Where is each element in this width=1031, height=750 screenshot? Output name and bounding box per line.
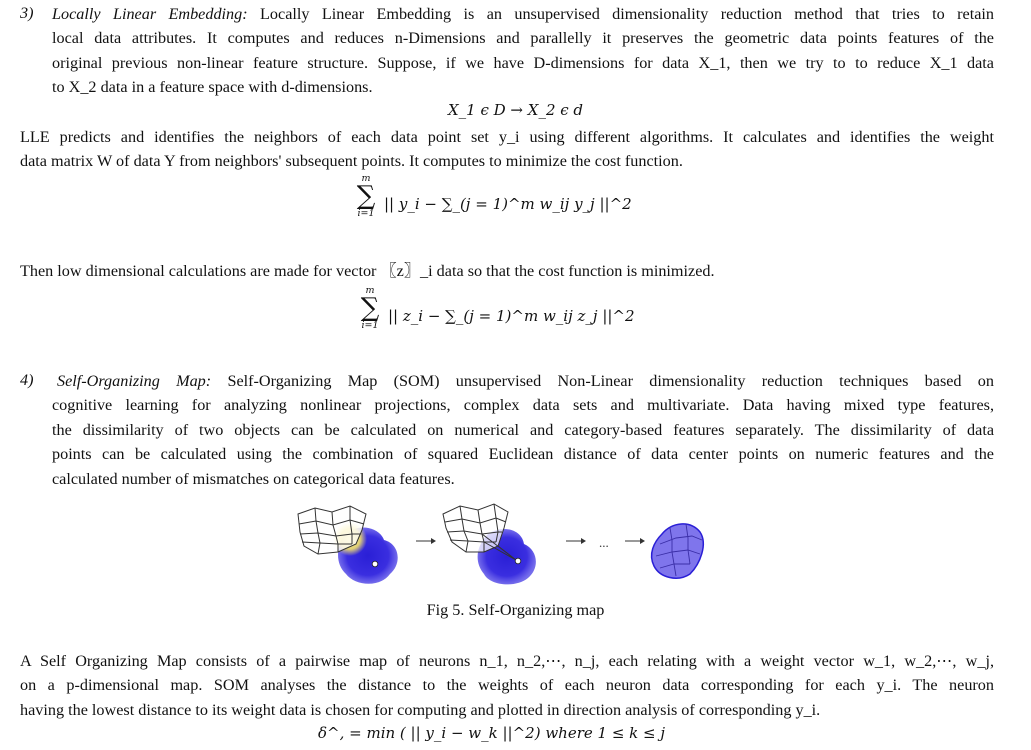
section-4-line-3: the dissimilarity of two objects can be calculated on numerical and category-based features separately. The dissimilarity of data [52,420,994,439]
then-line: Then low dimensional calculations are made for vector 〖z〗_i data so that the cost function is minimized. [20,262,715,280]
section-4-line-2: cognitive learning for analyzing nonlinear projections, complex data sets and multivariate. Data having mixed type features, [52,396,994,415]
equation-dimension-map: X_1 ϵ D → X_2 ϵ d [447,101,584,119]
som-line-1: A Self Organizing Map consists of a pairwise map of neurons n_1, n_2,⋯, n_j, each relating with a weight vector w_1, w_2,⋯, w_j, [20,652,994,670]
summation-symbol: ∑ [356,181,376,211]
section-3-line-4: to X_2 data in a feature space with d-dimensions. [52,78,373,97]
section-3-number: 3) [20,4,34,22]
section-3-line-2: local data attributes. It computes and reduces n-Dimensions and parallelly it preserves the geometric data points features of the [52,29,994,48]
summation-lower-limit: i=1 [357,208,375,219]
arrow-1 [416,538,436,544]
section-4-line-1-text: Self-Organizing Map (SOM) unsupervised Non-Linear dimensionality reduction techniques based on [227,372,994,390]
som-line-3: having the lowest distance to its weight data is chosen for computing and plotted in direction analysis of corresponding y_i. [20,700,821,719]
equation-min-distance: δ^, = min ( || y_i − w_k ||^2) where 1 ≤ k ≤ j [318,724,666,742]
figure-caption: Fig 5. Self-Organizing map [426,601,605,619]
summation-eq2 [352,173,380,219]
equation-lle-cost: || y_i − ∑_(j = 1)^m w_ij y_j ||^2 [384,195,632,213]
som-line-2: on a p-dimensional map. SOM analyses the distance to the weights of each neuron data corresponding for each y_i. The neuron [20,676,994,695]
section-4-line-5: calculated number of mismatches on categorical data features. [52,469,455,488]
input-sample-point [372,561,378,567]
som-figure [0,494,1031,594]
equation-lle-embedding-cost: || z_i − ∑_(j = 1)^m w_ij z_j ||^2 [388,307,635,325]
section-4-line-1 [52,369,994,393]
lle-line-1: LLE predicts and identifies the neighbors of each data point set y_i using different algorithms. It calculates and identifies the weight [20,128,994,146]
arrow-2 [566,538,586,544]
then-paragraph [20,259,994,283]
ellipsis-dots: ... [599,535,609,550]
input-sample-point [515,558,521,564]
summation-eq3 [356,285,384,331]
section-3-line-1-text: Locally Linear Embedding is an unsupervised dimensionality reduction method that tries to retain [260,5,994,23]
section-3-paragraph [52,2,994,100]
som-panel-converged [652,524,704,578]
som-paragraph [20,649,994,722]
som-panel-initial [298,506,398,584]
arrow-3 [625,538,645,544]
summation-upper-limit: m [361,173,371,184]
lle-line-2: data matrix W of data Y from neighbors' subsequent points. It computes to minimize the cost function. [20,152,683,171]
section-3-title: Locally Linear Embedding: [52,5,248,23]
som-panel-update [443,504,536,584]
section-4-title: Self-Organizing Map: [57,372,212,390]
section-3-line-3: original previous non-linear feature structure. Suppose, if we have D-dimensions for data X_1, then we try to to reduce X_1 data [52,53,994,72]
summation-symbol: ∑ [360,293,380,323]
section-4-line-4: points can be calculated using the combination of squared Euclidean distance of data center points on numeric features and the [52,445,994,464]
section-4-paragraph [52,369,994,491]
section-4-number: 4) [20,371,34,389]
section-3-line-1 [52,2,994,26]
summation-lower-limit: i=1 [361,320,379,331]
lle-paragraph [20,125,994,174]
summation-upper-limit: m [365,285,375,296]
